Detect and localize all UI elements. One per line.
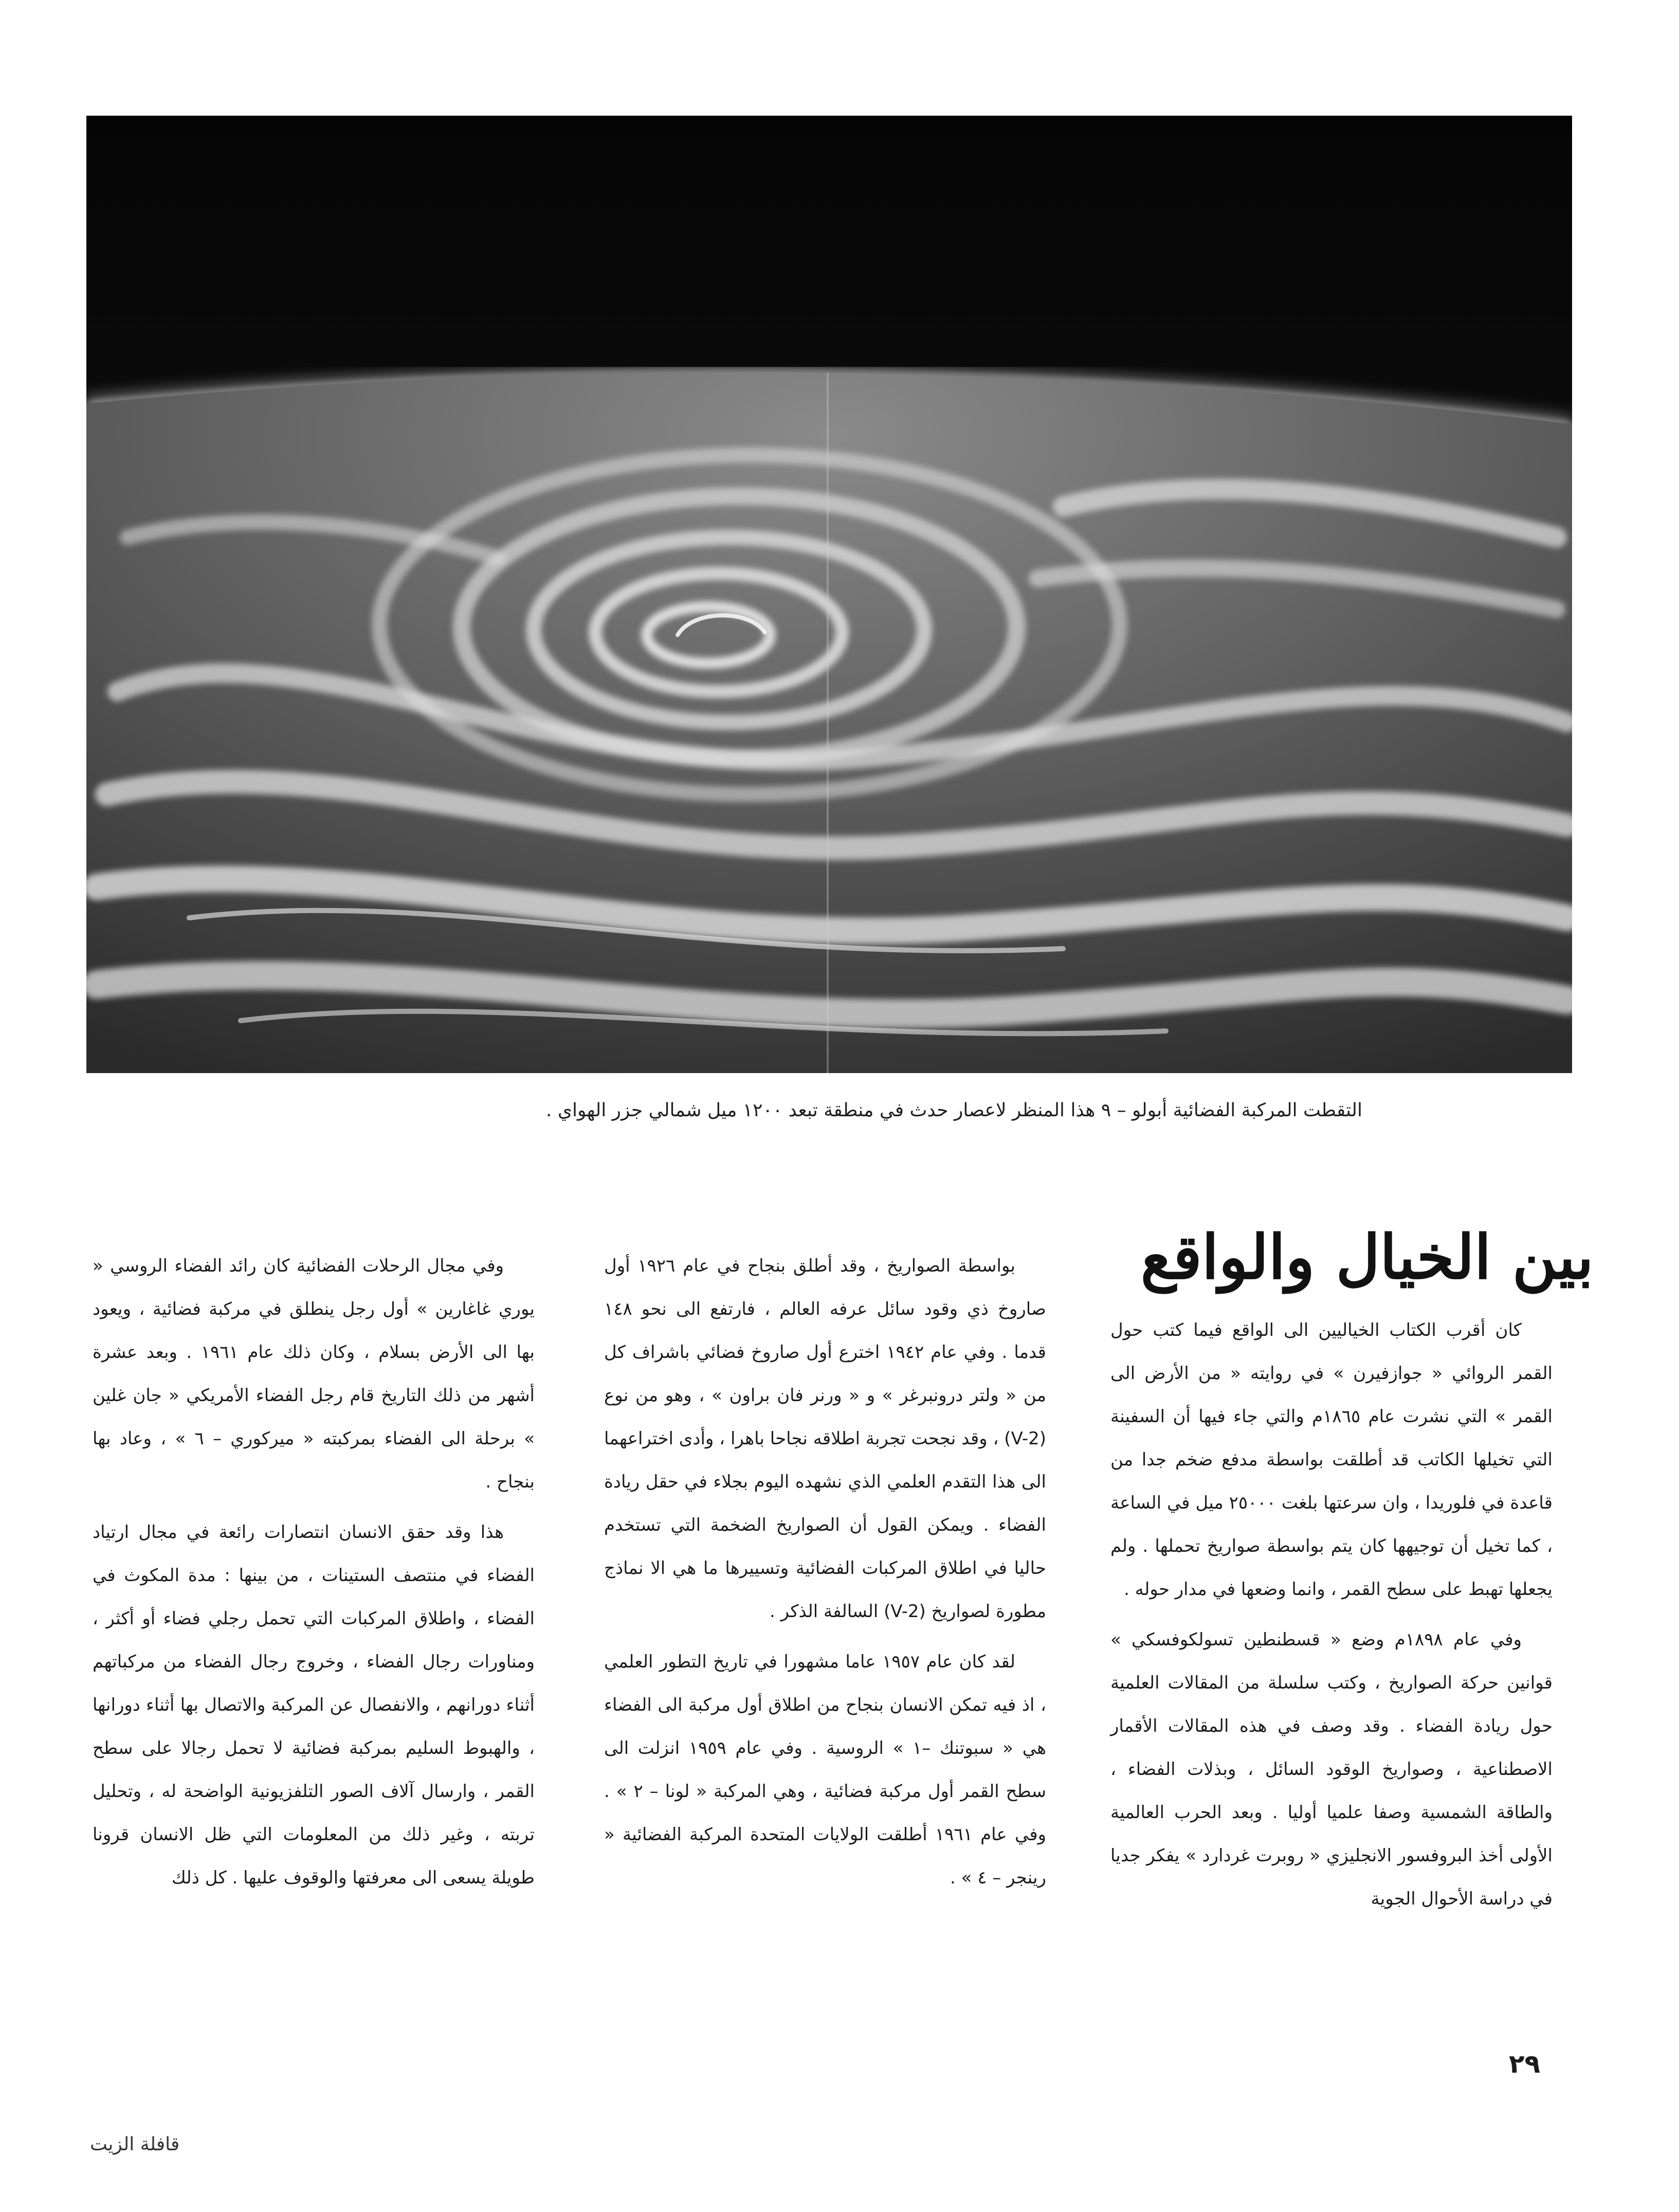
magazine-name: قافلة الزيت bbox=[90, 2134, 180, 2155]
paragraph: وفي عام ١٨٩٨م وضع « قسطنطين تسولكوفسكي » قوانين حركة الصواريخ ، وكتب سلسلة من المقالات العلمية حول ريادة الفضاء . وقد وصف في هذه المقالات الأقمار الاصطناعية ، وصواريخ الوقود السائل ، وبذلات الفضاء ، والطاقة الشمسية وصفا علميا أوليا . وبعد الحرب العالمية الأولى أخذ البروفسور الانجليزي « روبرت غردارد » يفكر جديا في دراسة الأحوال الجوية bbox=[1110, 1629, 1553, 1909]
earth-from-space-icon bbox=[86, 116, 1572, 1073]
article-column-middle bbox=[604, 1244, 1046, 1899]
article-title: بين الخيال والواقع bbox=[1140, 1221, 1594, 1293]
paragraph: وفي مجال الرحلات الفضائية كان رائد الفضاء الروسي « يوري غاغارين » أول رجل ينطلق في مركبة فضائية ، ويعود بها الى الأرض بسلام ، وكان ذلك عام ١٩٦١ . وبعد عشرة أشهر من ذلك التاريخ قام رجل الفضاء الأمريكي « جان غلين » برحلة الى الفضاء بمركبته « ميركوري – ٦ » ، وعاد بها بنجاح . bbox=[93, 1256, 535, 1492]
paragraph: بواسطة الصواريخ ، وقد أطلق بنجاح في عام ١٩٢٦ أول صاروخ ذي وقود سائل عرفه العالم ، فارتفع الى نحو ١٤٨ قدما . وفي عام ١٩٤٢ اخترع أول صاروخ فضائي باشراف كل من « ولتر درونبرغر » و « ورنر فان براون » ، وهو من نوع (V-2) ، وقد نجحت تجربة اطلاقه نجاحا باهرا ، وأدى اختراعهما الى هذا التقدم العلمي الذي نشهده اليوم بجلاء في حقل ريادة الفضاء . ويمكن القول أن الصواريخ الضخمة التي تستخدم حاليا في اطلاق المركبات الفضائية وتسييرها ما هي الا نماذج مطورة لصواريخ (V-2) السالفة الذكر . bbox=[604, 1256, 1047, 1622]
earth-cyclone-photo bbox=[86, 116, 1572, 1073]
paragraph: لقد كان عام ١٩٥٧ عاما مشهورا في تاريخ التطور العلمي ، اذ فيه تمكن الانسان بنجاح من اطلاق أول مركبة الى الفضاء هي « سبوتنك –١ » الروسية . وفي عام ١٩٥٩ انزلت الى سطح القمر أول مركبة فضائية ، وهي المركبة « لونا – ٢ » . وفي عام ١٩٦١ أطلقت الولايات المتحدة المركبة الفضائية « رينجر – ٤ » . bbox=[604, 1652, 1047, 1888]
paragraph: هذا وقد حقق الانسان انتصارات رائعة في مجال ارتياد الفضاء في منتصف الستينات ، من بينها : مدة المكوث في الفضاء ، واطلاق المركبات التي تحمل رجلي فضاء أو أكثر ، ومناورات رجال الفضاء ، وخروج رجال الفضاء من مركباتهم أثناء دورانهم ، والانفصال عن المركبة والاتصال بها أثناء دورانها ، والهبوط السليم بمركبة فضائية لا تحمل رجالا على سطح القمر ، وارسال آلاف الصور التلفزيونية الواضحة له ، وتحليل تربته ، وغير ذلك من المعلومات التي ظل الانسان قرونا طويلة يسعى الى معرفتها والوقوف عليها . كل ذلك bbox=[93, 1522, 535, 1888]
page-number: ٢٩ bbox=[1509, 2049, 1541, 2079]
article-column-left bbox=[93, 1244, 535, 1899]
article-column-right bbox=[1110, 1309, 1553, 1920]
photo-caption: التقطت المركبة الفضائية أبولو – ٩ هذا المنظر لاعصار حدث في منطقة تبعد ١٢٠٠ ميل شمالي جزر الهواي . bbox=[545, 1100, 1362, 1121]
paragraph: كان أقرب الكتاب الخياليين الى الواقع فيما كتب حول القمر الروائي « جوازفيرن » في روايته « من الأرض الى القمر » التي نشرت عام ١٨٦٥م والتي جاء فيها أن السفينة التي تخيلها الكاتب قد أطلقت بواسطة مدفع ضخم جدا من قاعدة في فلوريدا ، وان سرعتها بلغت ٢٥٠٠٠ ميل في الساعة ، كما تخيل أن توجيهها كان يتم بواسطة صواريخ تحملها . ولم يجعلها تهبط على سطح القمر ، وانما وضعها في مدار حوله . bbox=[1110, 1320, 1553, 1600]
